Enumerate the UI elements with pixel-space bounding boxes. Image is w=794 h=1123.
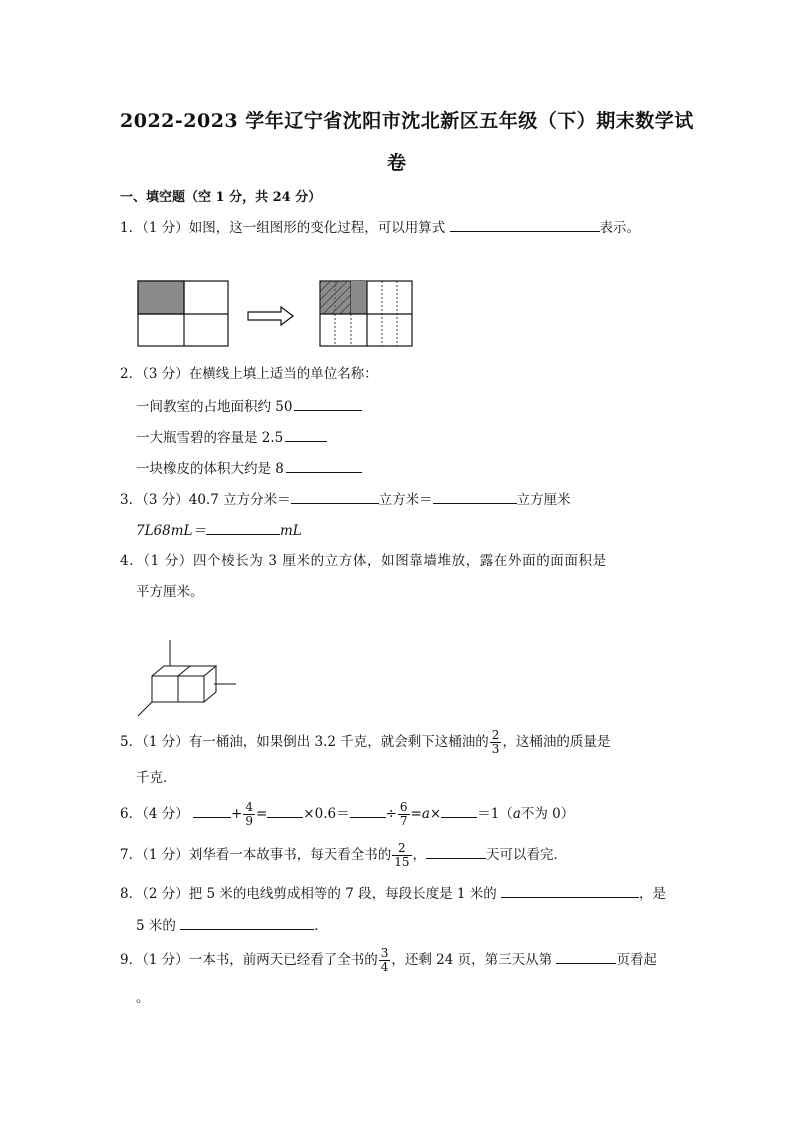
- equals-sign: =: [410, 806, 422, 822]
- fraction: [379, 947, 391, 974]
- q2-line-2-text: 一大瓶雪碧的容量是 2.5: [136, 430, 284, 446]
- question-number: 9．: [120, 952, 143, 968]
- question-text: 把 5 米的电线剪成相等的 7 段，每段长度是 1 米的: [188, 886, 497, 902]
- page-title-line1: 2022-2023 学年辽宁省沈阳市沈北新区五年级（下）期末数学试: [120, 110, 694, 132]
- equals-one: ＝1（: [477, 806, 513, 822]
- condition-note: 不为 0）: [520, 806, 575, 822]
- question-number: 4．: [120, 553, 144, 569]
- q2-line-2: [136, 427, 327, 448]
- variable-a: a: [421, 806, 430, 822]
- shaded-part: [351, 281, 367, 314]
- q3-part-5: mL: [280, 523, 302, 539]
- question-text: 一本书，前两天已经看了全书的: [188, 952, 378, 968]
- plus-sign: +: [231, 806, 243, 822]
- answer-blank[interactable]: [294, 396, 362, 411]
- question-4: [120, 551, 607, 571]
- q5-line-2: 千克．: [136, 770, 177, 786]
- question-2: [120, 364, 378, 384]
- q2-line-3-text: 一块橡皮的体积大约是 8: [136, 461, 284, 477]
- question-text: 在横线上填上适当的单位名称：: [188, 366, 378, 382]
- question-text: 四个棱长为 3 厘米的立方体，如图靠墙堆放，露在外面的面面积是: [192, 553, 607, 569]
- question-text-after: ，是: [639, 886, 667, 902]
- answer-blank[interactable]: [501, 883, 639, 898]
- answer-blank[interactable]: [350, 803, 386, 818]
- question-tail: 天可以看完．: [486, 847, 568, 863]
- answer-blank[interactable]: [267, 803, 303, 818]
- fraction-numerator: 6: [399, 800, 408, 814]
- q9-line-2: 。: [136, 990, 150, 1006]
- q2-line-1-text: 一间教室的占地面积约 50: [136, 399, 293, 415]
- answer-blank[interactable]: [193, 803, 231, 818]
- arrow-icon: [248, 307, 293, 325]
- question-number: 8．: [120, 886, 143, 902]
- question-8: [120, 883, 666, 904]
- question-score: （2 分）: [142, 886, 189, 902]
- question-number: 6．: [120, 806, 143, 822]
- q2-line-1: [136, 396, 362, 417]
- fraction-denominator: 15: [394, 855, 410, 869]
- q4-line-2: 平方厘米。: [136, 584, 204, 600]
- fraction: [398, 801, 410, 828]
- question-score: （3 分）: [142, 492, 189, 508]
- question-1: [120, 217, 640, 238]
- answer-blank[interactable]: [291, 489, 379, 504]
- fraction-denominator: 3: [491, 742, 500, 756]
- times-sign: ×: [429, 806, 442, 822]
- times-06: ×0.6＝: [303, 806, 350, 822]
- fraction-numerator: 2: [491, 728, 500, 742]
- fraction-numerator: 4: [245, 800, 253, 814]
- answer-blank[interactable]: [426, 844, 486, 859]
- fraction-numerator: 2: [398, 841, 406, 855]
- question-number: 7．: [120, 847, 143, 863]
- fraction: [243, 801, 255, 828]
- question-6: [120, 801, 574, 828]
- question-score: （4 分）: [142, 806, 189, 822]
- comma: ，: [412, 847, 427, 863]
- question-7: [120, 842, 567, 869]
- divide-sign: ÷: [385, 806, 397, 822]
- q3-part-3: 立方厘米: [516, 492, 571, 508]
- question-score: （1 分）: [142, 847, 189, 863]
- question-tail: 表示。: [599, 220, 641, 236]
- question-number: 2．: [120, 366, 143, 382]
- q8-line-2-text: 5 米的: [136, 918, 176, 934]
- shaded-quarter: [138, 281, 184, 314]
- question-score: （3 分）: [142, 366, 189, 382]
- variable-a: a: [512, 806, 521, 822]
- fraction-numerator: 3: [380, 946, 389, 960]
- q3-line-2: [136, 520, 302, 541]
- question-score: （1 分）: [143, 553, 193, 569]
- question-tail: 页看起: [616, 952, 657, 968]
- fraction-denominator: 9: [245, 814, 253, 828]
- question-text: 有一桶油，如果倒出 3.2 千克，就会剩下这桶油的: [188, 734, 489, 750]
- fraction-denominator: 7: [399, 814, 408, 828]
- question-9: [120, 947, 657, 974]
- question-score: （1 分）: [142, 952, 189, 968]
- answer-blank[interactable]: [556, 949, 616, 964]
- answer-blank[interactable]: [206, 520, 280, 535]
- q2-line-3: [136, 458, 362, 479]
- section-heading: 一、填空题（空 1 分，共 24 分）: [120, 190, 322, 205]
- answer-blank[interactable]: [441, 803, 477, 818]
- question-5: [120, 729, 610, 756]
- q3-part-1: 40.7 立方分米＝: [188, 492, 291, 508]
- question-number: 5．: [120, 734, 143, 750]
- question-end: ．: [314, 918, 328, 934]
- answer-blank[interactable]: [180, 915, 314, 930]
- question-score: （1 分）: [142, 220, 189, 236]
- question-text: 刘华看一本故事书，每天看全书的: [188, 847, 392, 863]
- question-text: 如图，这一组图形的变化过程，可以用算式: [188, 220, 446, 236]
- question-text-after: ，还剩 24 页，第三天从第: [391, 952, 553, 968]
- fraction: [490, 729, 502, 756]
- question-text-after: ，这桶油的质量是: [502, 734, 611, 750]
- q8-line-2: [136, 915, 328, 936]
- page-title-line2: 卷: [387, 152, 407, 174]
- question-score: （1 分）: [142, 734, 189, 750]
- question-3: [120, 489, 571, 510]
- q3-part-4: 7L68mL＝: [136, 523, 206, 539]
- answer-blank[interactable]: [286, 458, 362, 473]
- answer-blank[interactable]: [433, 489, 517, 504]
- answer-blank[interactable]: [285, 427, 327, 442]
- answer-blank[interactable]: [450, 217, 600, 232]
- q4-cube-figure: [136, 638, 240, 718]
- fraction: [392, 842, 411, 869]
- question-number: 3．: [120, 492, 143, 508]
- q1-figure: [136, 280, 416, 348]
- question-number: 1．: [120, 220, 143, 236]
- equals-sign: =: [255, 806, 268, 822]
- fraction-denominator: 4: [380, 960, 389, 974]
- hatched-part: [320, 281, 351, 314]
- q3-part-2: 立方米＝: [378, 492, 433, 508]
